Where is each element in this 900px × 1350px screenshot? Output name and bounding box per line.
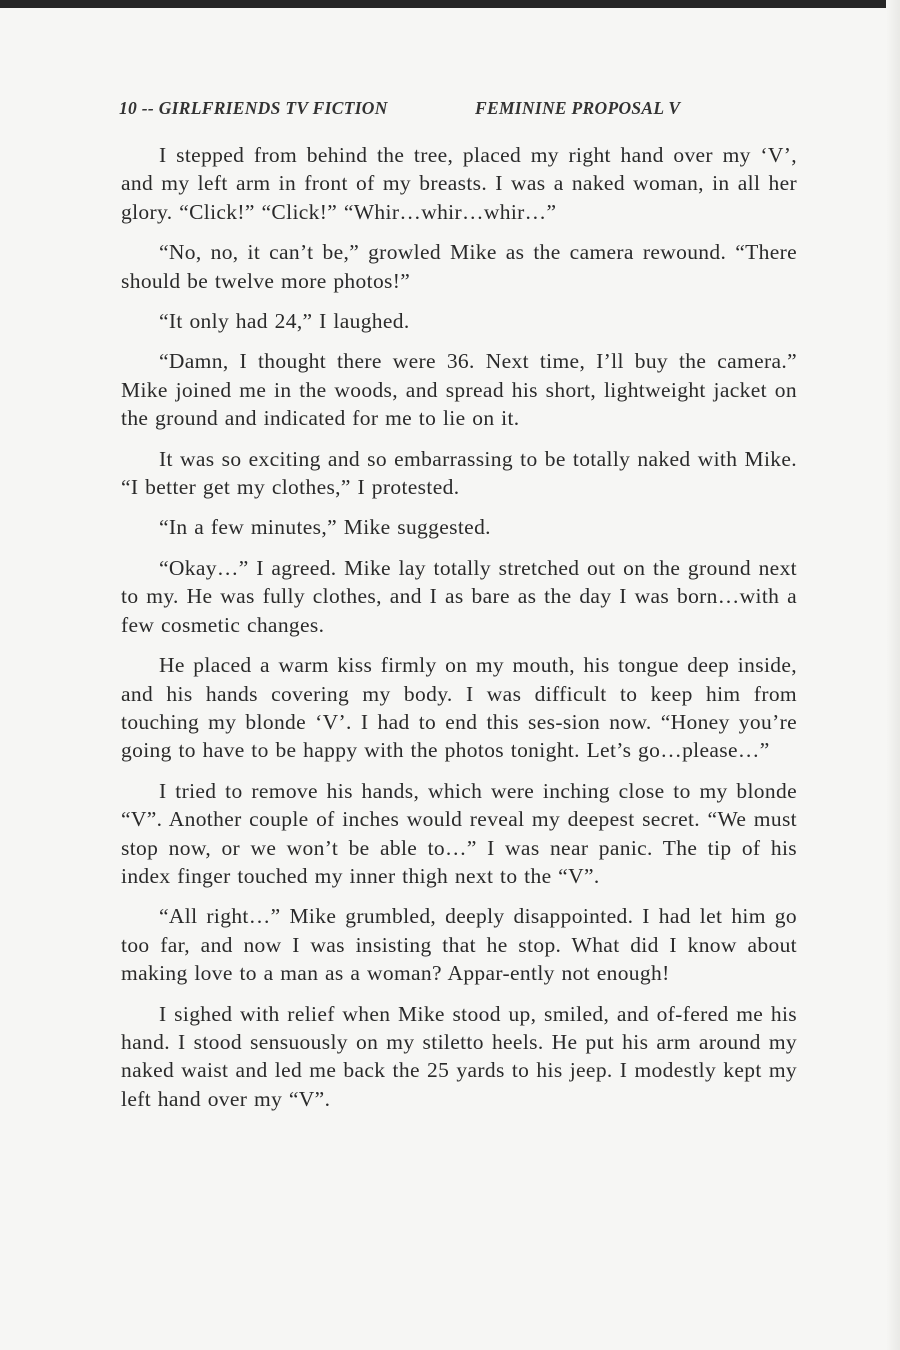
- paragraph: “In a few minutes,” Mike suggested.: [159, 515, 491, 540]
- paragraph: “No, no, it can’t be,” growled Mike as the camera rewound. “There should be twelve more photos!”: [121, 240, 797, 293]
- running-header: [119, 98, 819, 119]
- paragraph: I sighed with relief when Mike stood up, smiled, and of-fered me his hand. I stood sensuously on my stiletto heels. He put his arm around my naked waist and led me back the 25 yards to his jeep. I modestly kept my left hand over my “V”.: [121, 1001, 797, 1111]
- paragraph: “Okay…” I agreed. Mike lay totally stretched out on the ground next to my. He was fully clothes, and I as bare as the day I was born…with a few cosmetic changes.: [121, 555, 797, 637]
- story-title: FEMININE PROPOSAL V: [475, 98, 681, 118]
- page-edge-shadow: [886, 0, 900, 1350]
- page-number-and-book-title: 10 -- GIRLFRIENDS TV FICTION: [119, 98, 388, 118]
- top-border-rule: [0, 0, 886, 8]
- paragraph: It was so exciting and so embarrassing to be totally naked with Mike. “I better get my clothes,” I protested.: [121, 446, 797, 500]
- paragraph: “It only had 24,” I laughed.: [159, 309, 410, 334]
- paragraph: I stepped from behind the tree, placed my right hand over my ‘V’, and my left arm in front of my breasts. I was a naked woman, in all her glory. “Click!” “Click!” “Whir…whir…whir…”: [121, 143, 797, 224]
- paragraph: “All right…” Mike grumbled, deeply disappointed. I had let him go too far, and now I was insisting that he stop. What did I know about making love to a man as a woman? Appar-ently not enough!: [121, 904, 797, 986]
- paragraph: I tried to remove his hands, which were inching close to my blonde “V”. Another couple of inches would reveal my deepest secret. “We must stop now, or we won’t be able to…” I was near panic. The tip of his index finger touched my inner thigh next to the “V”.: [121, 778, 797, 888]
- paragraph: He placed a warm kiss firmly on my mouth, his tongue deep inside, and his hands covering my body. I was difficult to keep him from touching my blonde ‘V’. I had to end this ses-sion now. “Honey you’re going to have to be happy with the photos tonight. Let’s go…please…”: [121, 653, 797, 763]
- body-text: [121, 141, 797, 1125]
- paragraph: “Damn, I thought there were 36. Next time, I’ll buy the camera.” Mike joined me in the woods, and spread his short, lightweight jacket on the ground and indicated for me to lie on it.: [121, 349, 797, 431]
